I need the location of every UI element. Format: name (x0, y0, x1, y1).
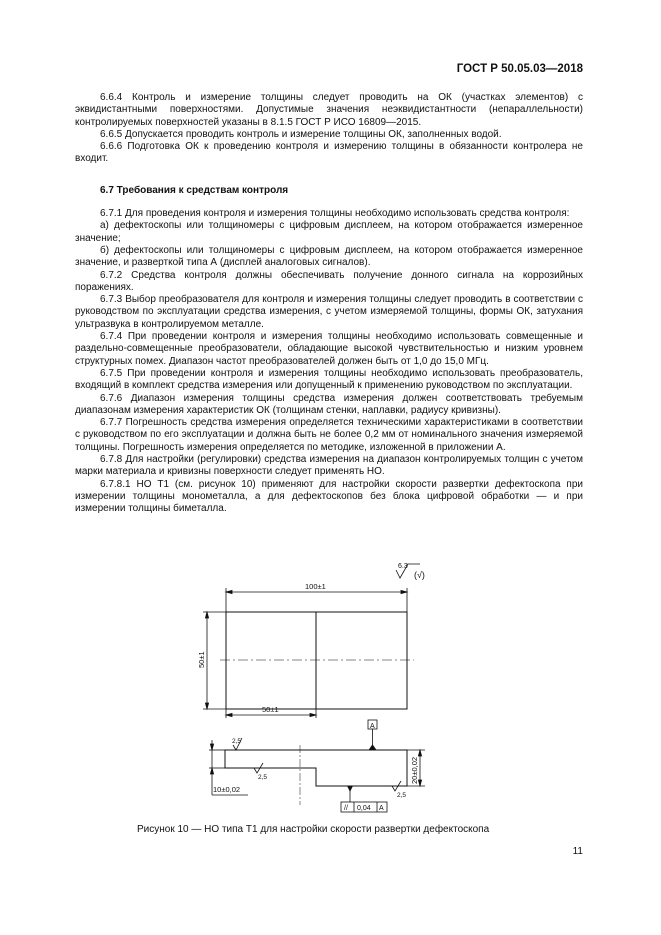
paragraph: 6.7.4 При проведении контроля и измерения толщины необходимо использовать совмещенные и раздельно-совмещенные преобразователи, обладающие высокой чувствительностью и низким уровнем структурных помех. Диапазон частот преобразователей должен быть от 1,0 до 15,0 МГц. (75, 331, 583, 367)
paragraph: 6.7.5 При проведении контроля и измерения толщины необходимо использовать преобразователь, входящий в комплект средства измерения или допущенный к применению руководством по эксплуатации. (75, 367, 583, 392)
side-view-outline (225, 750, 407, 786)
tolerance-datum: A (379, 805, 384, 812)
dim-step-length-label: 50±1 (262, 705, 279, 714)
page-number: 11 (572, 846, 583, 857)
list-item: б) дефектоскопы или толщиномеры с цифровым дисплеем, на котором отображается измеренное значение, и разверткой типа А (дисплей аналоговых сигналов). (75, 244, 583, 269)
paragraph: 6.7.6 Диапазон измерения толщины средства измерения должен соответствовать требуемым диапазонам измерения характеристик ОК (толщинам стенки, наплавки, радиусу кривизны). (75, 392, 583, 416)
tolerance-value: 0,04 (357, 805, 371, 812)
roughness-3-label: 2,5 (397, 792, 407, 799)
roughness-general-paren: (√) (414, 570, 425, 580)
dim-width-label: 50±1 (197, 651, 206, 668)
paragraph: 6.7.8.1 НО Т1 (см. рисунок 10) применяют для настройки скорости развертки дефектоскопа при измерении толщины монометалла, а для дефектоскопов без блока цифровой обработки — и при измерении толщины биметалла. (75, 478, 583, 515)
paragraph: 6.6.5 Допускается проводить контроль и измерение толщины ОК, заполненных водой. (100, 128, 502, 140)
document-id: ГОСТ Р 50.05.03—2018 (456, 63, 583, 75)
paragraph: 6.7.2 Средства контроля должны обеспечивать получение донного сигнала на коррозийных поражениях. (75, 269, 583, 293)
figure-caption: Рисунок 10 — НО типа Т1 для настройки скорости развертки дефектоскопа (137, 824, 490, 835)
list-item: а) дефектоскопы или толщиномеры с цифровым дисплеем, на котором отображается измеренное значение; (75, 220, 583, 244)
roughness-2-label: 2,5 (258, 774, 268, 781)
section-heading: 6.7 Требования к средствам контроля (100, 184, 289, 196)
roughness-1-label: 2,5 (232, 738, 242, 745)
tolerance-symbol: // (344, 805, 348, 812)
dim-length-label: 100±1 (305, 582, 326, 591)
paragraph: 6.7.1 Для проведения контроля и измерения толщины необходимо использовать средства контроля: (100, 208, 570, 220)
paragraph: 6.7.3 Выбор преобразователя для контроля и измерения толщины следует проводить в соответствии с руководством по эксплуатации средства измерения, с учетом измеряемой толщины, формы ОК, затухания ультразвука в контролируемом металле. (75, 294, 583, 330)
dim-thickness-label: 20±0,02 (410, 756, 419, 784)
datum-letter: A (370, 723, 375, 730)
paragraph: 6.6.6 Подготовка ОК к проведению контроля и измерению толщины в обязанности контролера не входит. (75, 141, 583, 165)
dim-step-thickness-label: 10±0,02 (213, 785, 241, 794)
datum-triangle-icon (369, 745, 376, 750)
roughness-general-value: 6.3 (398, 563, 408, 570)
paragraph: 6.6.4 Контроль и измерение толщины следует проводить на ОК (участках элементов) с эквидистантными поверхностями. Допустимые значения неэквидистантности (непараллельности) контролируемых поверхностей указаны в 8.1.5 ГОСТ Р ИСО 16809—2015. (75, 92, 583, 128)
paragraph: 6.7.8 Для настройки (регулировки) средства измерения на диапазон контролируемых толщин с учетом марки материала и кривизны поверхности следует применять НО. (75, 454, 583, 478)
paragraph: 6.7.7 Погрешность средства измерения определяется техническими характеристиками в соответствии с руководством по его эксплуатации и должна быть не более 0,2 мм от номинального значения измеряемой толщины. Погрешность измерения определяется по методике, изложенной в приложении А. (75, 417, 583, 453)
